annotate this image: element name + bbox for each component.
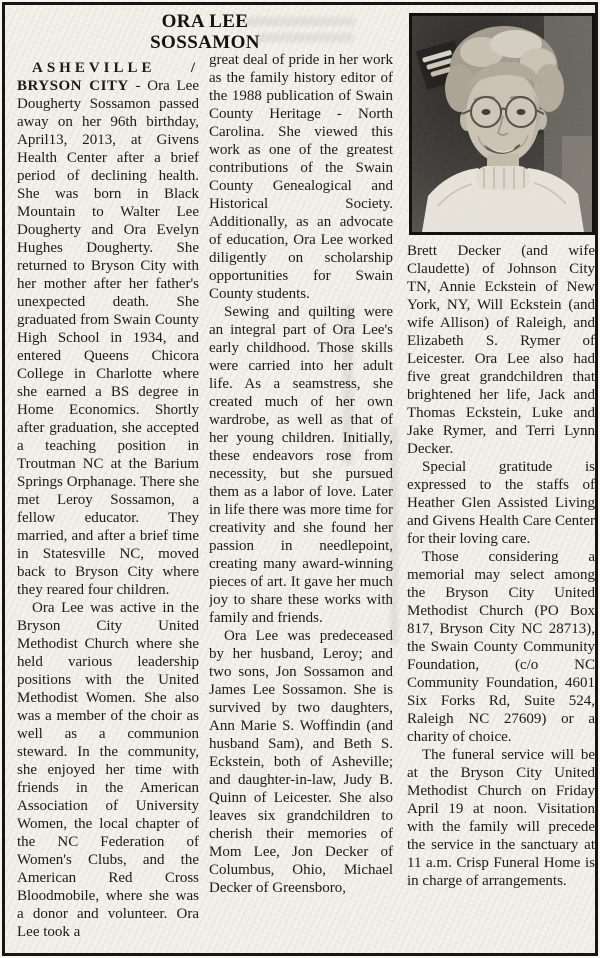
paragraph-family-continued: Brett Decker (and wife Claudette) of Johnson City TN, Annie Eckstein of New York, NY, Will Eckstein (and wife Allison) of Raleigh, and Elizabeth S. Rymer of Leicester. Ora Lee also had five great grandchildren that brightened her life, Jack and Thomas Eckstein, Luke and Jake Rymer, and Terri Lynn Decker.	[407, 243, 595, 457]
paragraph-gratitude: Special gratitude is expressed to the staffs of Heather Glen Assisted Living and Givens Health Care Center for their loving care.	[407, 459, 595, 547]
paragraph-text: Ora Lee Dougherty Sossamon passed away on her 96th birthday, April13, 2013, at Givens Health Center after a brief period of declining health. She was born in Black Mountain to Walter Lee Dougherty and Ora Evelyn Hughes Dougherty. She returned to Bryson City with her mother after her father's unexpected death. She graduated from Swain County High School in 1934, and entered Queens Chicora College in Charlotte where she earned a BS degree in Home Economics. Shortly after graduation, she accepted a teaching position in Troutman NC at the Barium Springs Orphanage. There she met Leroy Sossamon, a fellow educator. They married, and after a brief time in Statesville NC, moved back to Bryson City where they reared four children.	[17, 78, 199, 598]
dateline-dash: -	[128, 78, 148, 94]
paragraph-family: Ora Lee was predeceased by her husband, Leroy; and two sons, Jon Sossamon and James Lee Sossamon. She is survived by two daughters, Ann Marie S. Woffindin (and husband Sam), and Beth S. Eckstein, both of Asheville; and daughter-in-law, Judy B. Quinn of Leicester. She also leaves six grandchildren to cherish their memories of Mom Lee, Jon Decker of Columbus, Ohio, Michael Decker of Greensboro,	[209, 628, 393, 896]
portrait-photo	[409, 13, 595, 235]
dateline-asheville: ASHEVILLE /	[32, 60, 199, 76]
dateline-bryson-city: BRYSON CITY	[17, 78, 129, 94]
paragraph-community-continued: great deal of pride in her work as the family history editor of the 1988 publication of Swain County Heritage - North Carolina. She viewed this work as one of the greatest contributions of the Swain County Genealogical and Historical Society. Additionally, as an advocate of education, Ora Lee worked diligently on scholarship opportunities for Swain County students.	[209, 52, 393, 302]
text-column-2	[209, 51, 393, 953]
deceased-name-line2: SOSSAMON	[150, 32, 260, 53]
obituary-title	[15, 11, 395, 53]
portrait-photo-illustration	[412, 16, 592, 232]
deceased-name-line1: ORA LEE	[161, 11, 249, 32]
text-column-3	[407, 242, 595, 953]
paragraph-funeral-service: The funeral service will be at the Bryson City United Methodist Church on Friday April 19 at noon. Visitation with the family will precede the service in the sanctuary at 11 a.m. Crisp Funeral Home is in charge of arrangements.	[407, 747, 595, 889]
paragraph-community: Ora Lee was active in the Bryson City United Methodist Church where she held various leadership positions with the United Methodist Women. She also was a member of the choir as well as a communion steward. In the community, she enjoyed her time with friends in the American Association of University Women, the local chapter of the NC Federation of Women's Clubs, and the American Red Cross Bloodmobile, where she was a donor and volunteer. Ora Lee took a	[17, 600, 199, 940]
clipping-border-frame	[2, 2, 598, 956]
paragraph-memorial: Those considering a memorial may select among the Bryson City United Methodist Church (PO Box 817, Bryson City NC 28713), the Swain County Community Foundation, (c/o NC Community Foundation, 4601 Six Forks Rd, Suite 524, Raleigh NC 27609) or a charity of choice.	[407, 549, 595, 745]
paragraph-biography	[17, 59, 199, 599]
text-column-1	[17, 59, 199, 953]
paragraph-sewing: Sewing and quilting were an integral part of Ora Lee's early childhood. Those skills were carried into her adult life. As a seamstress, she created much of her own wardrobe, as well as that of her young children. Initially, these endeavors rose from necessity, but she pursued them as a labor of love. Later in life there was more time for creativity and she found her passion in needlepoint, creating many award-winning pieces of art. It gave her much joy to share these works with family and friends.	[209, 304, 393, 626]
